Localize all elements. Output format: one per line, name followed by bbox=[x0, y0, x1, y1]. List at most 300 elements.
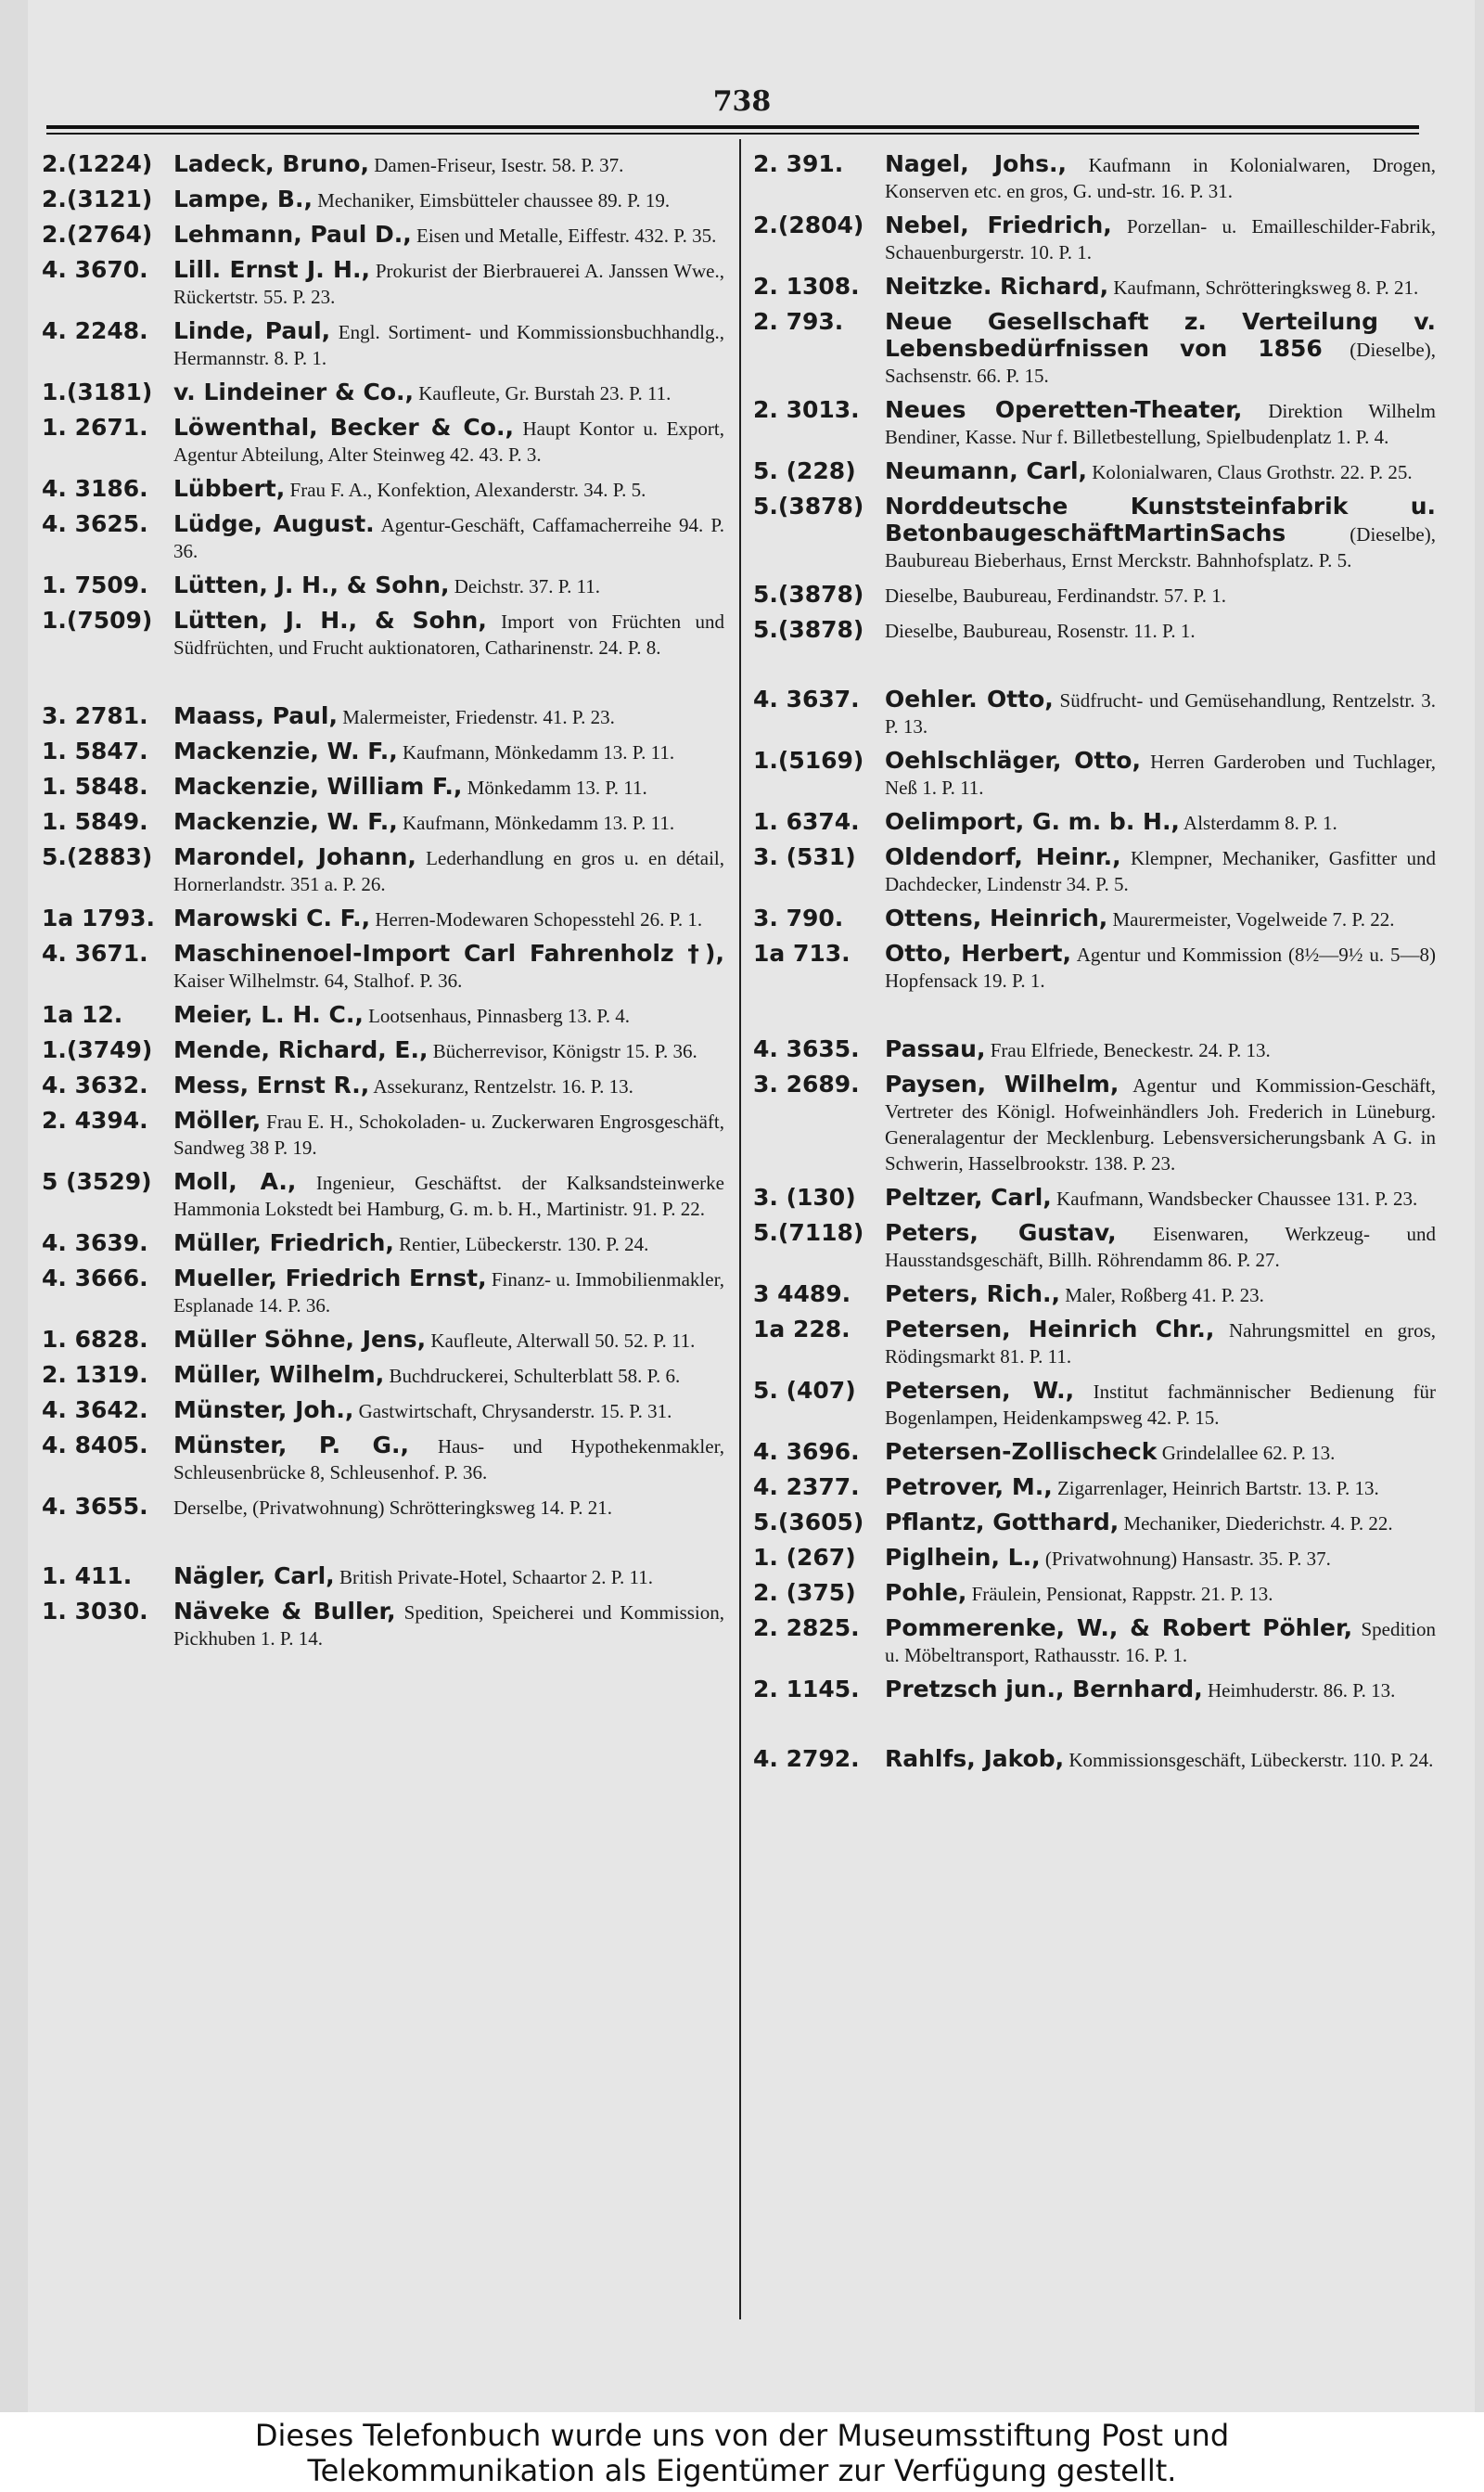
left-column bbox=[42, 151, 724, 1660]
subscriber-name: Münster, P. G., bbox=[173, 1432, 410, 1458]
phone-number: 1. 5849. bbox=[42, 808, 148, 835]
phone-number: 1. 6374. bbox=[753, 808, 860, 835]
directory-entry bbox=[753, 1746, 1436, 1773]
subscriber-name: Nägler, Carl, bbox=[173, 1562, 335, 1589]
subscriber-details: Finanz- u. Immobilienmakler, Esplanade 14. P. 36. bbox=[173, 1268, 724, 1317]
directory-entry bbox=[753, 1220, 1436, 1273]
subscriber-name: Mende, Richard, E., bbox=[173, 1036, 429, 1063]
entry-body bbox=[173, 1327, 724, 1354]
phone-number: 1.(3749) bbox=[42, 1036, 153, 1063]
directory-entry bbox=[42, 1037, 724, 1064]
directory-entry bbox=[753, 494, 1436, 573]
entry-body bbox=[885, 687, 1436, 739]
entry-body bbox=[173, 774, 724, 801]
footer-line-2: Telekommunikation als Eigentümer zur Verfügung gestellt. bbox=[307, 2453, 1177, 2488]
entry-body bbox=[173, 415, 724, 468]
directory-entry bbox=[42, 703, 724, 730]
subscriber-name: Lütten, J. H., & Sohn, bbox=[173, 607, 487, 634]
subscriber-details: Frau Elfriede, Beneckestr. 24. P. 13. bbox=[985, 1039, 1271, 1061]
subscriber-name: Piglhein, L., bbox=[885, 1544, 1041, 1571]
subscriber-details: Engl. Sortiment- und Kommissionsbuchhandlg., Hermannstr. 8. P. 1. bbox=[173, 321, 724, 369]
subscriber-details: Heimhuderstr. 86. P. 13. bbox=[1202, 1679, 1396, 1702]
entry-body bbox=[173, 151, 724, 178]
directory-entry bbox=[42, 608, 724, 661]
directory-entry bbox=[42, 1230, 724, 1257]
phone-number: 2.(2804) bbox=[753, 212, 864, 238]
subscriber-name: Paysen, Wilhelm, bbox=[885, 1071, 1119, 1098]
directory-entry bbox=[753, 844, 1436, 897]
phone-number: 1a 12. bbox=[42, 1001, 123, 1028]
directory-entry bbox=[42, 1265, 724, 1318]
entry-body bbox=[173, 1599, 724, 1651]
subscriber-details: Südfrucht- und Gemüsehandlung, Rentzelstr. 3. P. 13. bbox=[885, 689, 1436, 738]
subscriber-details: Malermeister, Friedenstr. 41. P. 23. bbox=[337, 706, 615, 728]
subscriber-details: Klempner, Mechaniker, Gasfitter und Dachdecker, Lindenstr 34. P. 5. bbox=[885, 847, 1436, 895]
subscriber-name: Müller, Wilhelm, bbox=[173, 1361, 385, 1388]
subscriber-name: Müller Söhne, Jens, bbox=[173, 1326, 427, 1353]
subscriber-details: Deichstr. 37. P. 11. bbox=[449, 575, 601, 597]
directory-entry bbox=[753, 617, 1436, 644]
directory-entry bbox=[42, 844, 724, 897]
subscriber-details: Maurermeister, Vogelweide 7. P. 22. bbox=[1107, 908, 1395, 931]
subscriber-details: Dieselbe, Baubureau, Rosenstr. 11. P. 1. bbox=[885, 620, 1196, 642]
subscriber-details: Maler, Roßberg 41. P. 23. bbox=[1060, 1284, 1264, 1306]
directory-entry bbox=[753, 941, 1436, 994]
directory-entry bbox=[42, 809, 724, 836]
phone-number: 1.(3181) bbox=[42, 379, 153, 405]
directory-entry bbox=[42, 1563, 724, 1590]
phone-number: 5.(7118) bbox=[753, 1219, 864, 1246]
entry-body bbox=[173, 318, 724, 371]
entry-body bbox=[173, 1230, 724, 1257]
subscriber-name: Peters, Rich., bbox=[885, 1280, 1061, 1307]
phone-number: 5.(3878) bbox=[753, 581, 864, 608]
subscriber-name: Neue Gesellschaft z. Verteilung v. Lebensbedürfnissen von 1856 bbox=[885, 308, 1436, 362]
phone-number: 1.(5169) bbox=[753, 747, 864, 774]
phone-number: 1. 411. bbox=[42, 1562, 133, 1589]
subscriber-details: Kaufleute, Gr. Burstah 23. P. 11. bbox=[413, 382, 672, 405]
entry-body bbox=[885, 941, 1436, 994]
entry-body bbox=[173, 379, 724, 406]
directory-entry bbox=[42, 511, 724, 564]
subscriber-details: Import von Früchten und Südfrüchten, und Frucht auktionatoren, Catharinenstr. 24. P. 8. bbox=[173, 610, 724, 659]
directory-entry bbox=[753, 1439, 1436, 1466]
directory-entry bbox=[42, 415, 724, 468]
entry-body bbox=[885, 1615, 1436, 1668]
directory-entry bbox=[753, 1036, 1436, 1063]
subscriber-name: Pflantz, Gotthard, bbox=[885, 1509, 1119, 1535]
directory-entry bbox=[753, 906, 1436, 932]
phone-number: 4. 2248. bbox=[42, 317, 148, 344]
subscriber-name: Münster, Joh., bbox=[173, 1396, 354, 1423]
subscriber-name: Möller, bbox=[173, 1107, 262, 1134]
phone-number: 2. 1145. bbox=[753, 1676, 860, 1702]
subscriber-name: Lübbert, bbox=[173, 475, 286, 502]
subscriber-name: Pommerenke, W., & Robert Pöhler, bbox=[885, 1614, 1353, 1641]
entry-body bbox=[885, 1746, 1436, 1773]
phone-number: 2.(1224) bbox=[42, 150, 153, 177]
subscriber-name: Lütten, J. H., & Sohn, bbox=[173, 572, 450, 598]
phone-number: 4. 3666. bbox=[42, 1265, 148, 1291]
entry-body bbox=[885, 397, 1436, 450]
subscriber-details: Kaufleute, Alterwall 50. 52. P. 11. bbox=[426, 1329, 696, 1352]
phone-number: 2. 793. bbox=[753, 308, 844, 335]
entry-body bbox=[885, 1676, 1436, 1703]
directory-entry bbox=[753, 1615, 1436, 1668]
directory-entry bbox=[753, 1378, 1436, 1431]
phone-number: 1a 1793. bbox=[42, 905, 156, 931]
subscriber-details: Kaufmann, Mönkedamm 13. P. 11. bbox=[397, 812, 675, 834]
entry-body bbox=[885, 1439, 1436, 1466]
directory-entry bbox=[753, 687, 1436, 739]
directory-entry bbox=[42, 1108, 724, 1161]
subscriber-name: Maass, Paul, bbox=[173, 702, 338, 729]
phone-number: 5.(2883) bbox=[42, 843, 153, 870]
entry-body bbox=[173, 572, 724, 599]
entry-body bbox=[173, 1265, 724, 1318]
subscriber-name: Peters, Gustav, bbox=[885, 1219, 1117, 1246]
phone-number: 4. 2377. bbox=[753, 1473, 860, 1500]
subscriber-name: Neues Operetten-Theater, bbox=[885, 396, 1243, 423]
directory-entry bbox=[753, 458, 1436, 485]
directory-entry bbox=[42, 1362, 724, 1389]
entry-body bbox=[173, 906, 724, 932]
entry-body bbox=[173, 1073, 724, 1099]
entry-body bbox=[885, 1580, 1436, 1607]
phone-number: 4. 3637. bbox=[753, 686, 860, 713]
subscriber-name: Oehlschläger, Otto, bbox=[885, 747, 1141, 774]
subscriber-name: Rahlfs, Jakob, bbox=[885, 1745, 1065, 1772]
subscriber-details: Frau F. A., Konfektion, Alexanderstr. 34. P. 5. bbox=[285, 479, 646, 501]
directory-entry bbox=[753, 274, 1436, 301]
subscriber-name: Mess, Ernst R., bbox=[173, 1072, 370, 1098]
entry-body bbox=[885, 212, 1436, 265]
subscriber-details: (Dieselbe), Baubureau Bieberhaus, Ernst Merckstr. Bahnhofsplatz. P. 5. bbox=[885, 523, 1436, 572]
phone-number: 4. 3671. bbox=[42, 940, 148, 967]
phone-number: 1a 713. bbox=[753, 940, 851, 967]
entry-body bbox=[885, 458, 1436, 485]
phone-number: 1. (267) bbox=[753, 1544, 856, 1571]
directory-entry bbox=[753, 809, 1436, 836]
phone-number: 2. 2825. bbox=[753, 1614, 860, 1641]
phone-number: 3. (130) bbox=[753, 1184, 856, 1211]
subscriber-name: Passau, bbox=[885, 1035, 986, 1062]
directory-entry bbox=[42, 318, 724, 371]
phone-number: 2. 1308. bbox=[753, 273, 860, 300]
subscriber-name: Petersen-Zollischeck bbox=[885, 1438, 1158, 1465]
subscriber-name: Petrover, M., bbox=[885, 1473, 1053, 1500]
directory-entry bbox=[42, 906, 724, 932]
entry-body bbox=[173, 844, 724, 897]
entry-body bbox=[173, 476, 724, 503]
directory-entry bbox=[42, 476, 724, 503]
subscriber-name: Moll, A., bbox=[173, 1168, 297, 1195]
subscriber-details: Dieselbe, Baubureau, Ferdinandstr. 57. P. 1. bbox=[885, 584, 1227, 607]
directory-entry bbox=[42, 379, 724, 406]
entry-body bbox=[885, 1072, 1436, 1176]
phone-number: 5. (407) bbox=[753, 1377, 856, 1404]
entry-body bbox=[885, 1036, 1436, 1063]
subscriber-details: Kaiser Wilhelmstr. 64, Stalhof. P. 36. bbox=[173, 970, 463, 992]
phone-number: 2. (375) bbox=[753, 1579, 856, 1606]
entry-body bbox=[173, 186, 724, 213]
subscriber-details: Kaufmann, Wandsbecker Chaussee 131. P. 23. bbox=[1051, 1188, 1418, 1210]
phone-number: 4. 3635. bbox=[753, 1035, 860, 1062]
subscriber-details: Kolonialwaren, Claus Grothstr. 22. P. 25. bbox=[1087, 461, 1413, 483]
subscriber-details: British Private-Hotel, Schaartor 2. P. 11. bbox=[334, 1566, 654, 1588]
entry-body bbox=[885, 151, 1436, 204]
subscriber-name: Mackenzie, W. F., bbox=[173, 738, 398, 764]
subscriber-name: Müller, Friedrich, bbox=[173, 1229, 394, 1256]
subscriber-details: Assekuranz, Rentzelstr. 16. P. 13. bbox=[369, 1075, 633, 1098]
entry-body bbox=[885, 1185, 1436, 1212]
phone-number: 4. 8405. bbox=[42, 1432, 148, 1458]
subscriber-name: Ladeck, Bruno, bbox=[173, 150, 369, 177]
subscriber-name: v. Lindeiner & Co., bbox=[173, 379, 414, 405]
subscriber-name: Petersen, W., bbox=[885, 1377, 1075, 1404]
subscriber-details: Frau E. H., Schokoladen- u. Zuckerwaren Engrosgeschäft, Sandweg 38 P. 19. bbox=[173, 1111, 724, 1159]
directory-entry bbox=[753, 582, 1436, 609]
entry-body bbox=[173, 511, 724, 564]
phone-number: 1. 7509. bbox=[42, 572, 148, 598]
entry-body bbox=[885, 1317, 1436, 1369]
page-number: 738 bbox=[712, 85, 772, 118]
phone-number: 5.(3878) bbox=[753, 616, 864, 643]
phone-number: 2. 4394. bbox=[42, 1107, 148, 1134]
directory-entry bbox=[42, 1073, 724, 1099]
subscriber-name: Nagel, Johs., bbox=[885, 150, 1067, 177]
entry-body bbox=[885, 1220, 1436, 1273]
subscriber-details: Gastwirtschaft, Chrysanderstr. 15. P. 31. bbox=[353, 1400, 672, 1422]
phone-number: 4. 3625. bbox=[42, 510, 148, 537]
subscriber-details: Porzellan- u. Emailleschilder-Fabrik, Schauenburgerstr. 10. P. 1. bbox=[885, 215, 1436, 263]
directory-entry bbox=[42, 941, 724, 994]
phone-number: 2.(2764) bbox=[42, 221, 153, 248]
subscriber-details: Nahrungsmittel en gros, Rödingsmarkt 81. P. 11. bbox=[885, 1319, 1436, 1368]
subscriber-details: Direktion Wilhelm Bendiner, Kasse. Nur f. Billetbestellung, Spielbudenplatz 1. P. 4. bbox=[885, 400, 1436, 448]
entry-body bbox=[173, 1002, 724, 1029]
directory-entry bbox=[42, 1169, 724, 1222]
phone-number: 4. 2792. bbox=[753, 1745, 860, 1772]
subscriber-name: Otto, Herbert, bbox=[885, 940, 1071, 967]
subscriber-name: Maschinenoel-Import Carl Fahrenholz †), bbox=[173, 940, 724, 967]
directory-entry bbox=[753, 397, 1436, 450]
subscriber-details: Mechaniker, Eimsbütteler chaussee 89. P. 19. bbox=[312, 189, 671, 212]
subscriber-details: Agentur und Kommission (8½—9½ u. 5—8) Hopfensack 19. P. 1. bbox=[885, 944, 1436, 992]
phone-number: 1. 2671. bbox=[42, 414, 148, 441]
subscriber-details: Lederhandlung en gros u. en détail, Hornerlandstr. 351 a. P. 26. bbox=[173, 847, 724, 895]
phone-number: 1a 228. bbox=[753, 1316, 851, 1342]
directory-entry bbox=[42, 572, 724, 599]
phone-number: 5 (3529) bbox=[42, 1168, 152, 1195]
subscriber-name: Neumann, Carl, bbox=[885, 457, 1088, 484]
directory-entry bbox=[753, 1545, 1436, 1572]
subscriber-details: Zigarrenlager, Heinrich Bartstr. 13. P. 13. bbox=[1052, 1477, 1379, 1499]
entry-body bbox=[885, 1509, 1436, 1536]
directory-entry bbox=[42, 1002, 724, 1029]
entry-body bbox=[885, 309, 1436, 389]
entry-body bbox=[173, 1397, 724, 1424]
directory-entry bbox=[42, 739, 724, 765]
phone-number: 1. 3030. bbox=[42, 1598, 148, 1625]
phone-number: 1.(7509) bbox=[42, 607, 153, 634]
subscriber-details: (Dieselbe), Sachsenstr. 66. P. 15. bbox=[885, 339, 1436, 387]
directory-entry bbox=[753, 1317, 1436, 1369]
entry-body bbox=[885, 274, 1436, 301]
phone-number: 3. 790. bbox=[753, 905, 844, 931]
subscriber-details: Lootsenhaus, Pinnasberg 13. P. 4. bbox=[363, 1005, 631, 1027]
entry-body bbox=[885, 906, 1436, 932]
subscriber-details: Agentur und Kommission-Geschäft, Vertreter des Königl. Hofweinhändlers Joh. Frederich in Lüneburg. Generalagentur der Mecklenburg. Lebensversicherungsbank A G. in Schwerin, Hasselbrookstr. 138. P. 23. bbox=[885, 1074, 1437, 1175]
subscriber-details: Rentier, Lübeckerstr. 130. P. 24. bbox=[393, 1233, 649, 1255]
phone-number: 1. 6828. bbox=[42, 1326, 148, 1353]
directory-entry bbox=[42, 774, 724, 801]
directory-entry bbox=[753, 212, 1436, 265]
subscriber-details: Mechaniker, Diederichstr. 4. P. 22. bbox=[1119, 1512, 1393, 1535]
subscriber-name: Linde, Paul, bbox=[173, 317, 331, 344]
subscriber-name: Marowski C. F., bbox=[173, 905, 371, 931]
subscriber-details: Eisen und Metalle, Eiffestr. 432. P. 35. bbox=[411, 225, 717, 247]
directory-entry bbox=[753, 748, 1436, 801]
subscriber-details: Spedition u. Möbeltransport, Rathausstr. 16. P. 1. bbox=[885, 1618, 1436, 1666]
phone-number: 4. 3186. bbox=[42, 475, 148, 502]
directory-entry bbox=[42, 1599, 724, 1651]
subscriber-details: Kommissionsgeschäft, Lübeckerstr. 110. P. 24. bbox=[1064, 1749, 1434, 1771]
subscriber-details: Institut fachmännischer Bedienung für Bogenlampen, Heidenkampsweg 42. P. 15. bbox=[885, 1381, 1436, 1429]
subscriber-details: Buchdruckerei, Schulterblatt 58. P. 6. bbox=[384, 1365, 681, 1387]
entry-body bbox=[173, 257, 724, 310]
phone-number: 4. 3642. bbox=[42, 1396, 148, 1423]
directory-entry bbox=[753, 1072, 1436, 1176]
subscriber-name: Oldendorf, Heinr., bbox=[885, 843, 1121, 870]
entry-body bbox=[173, 1494, 724, 1521]
footer-notice bbox=[0, 2412, 1484, 2492]
phone-number: 3. (531) bbox=[753, 843, 856, 870]
subscriber-details: Derselbe, (Privatwohnung) Schrötteringksweg 14. P. 21. bbox=[173, 1496, 613, 1519]
entry-body bbox=[173, 1169, 724, 1222]
entry-body bbox=[885, 844, 1436, 897]
phone-number: 3. 2781. bbox=[42, 702, 148, 729]
footer-line-1: Dieses Telefonbuch wurde uns von der Museumsstiftung Post und bbox=[254, 2418, 1230, 2453]
phone-number: 2. 1319. bbox=[42, 1361, 148, 1388]
directory-entry bbox=[753, 1185, 1436, 1212]
subscriber-name: Mueller, Friedrich Ernst, bbox=[173, 1265, 487, 1291]
subscriber-name: Peltzer, Carl, bbox=[885, 1184, 1052, 1211]
subscriber-name: Pohle, bbox=[885, 1579, 967, 1606]
entry-body bbox=[173, 703, 724, 730]
entry-body bbox=[885, 1545, 1436, 1572]
entry-body bbox=[885, 617, 1436, 644]
entry-body bbox=[885, 1474, 1436, 1501]
entry-body bbox=[173, 1108, 724, 1161]
right-column bbox=[753, 151, 1436, 1781]
subscriber-name: Lill. Ernst J. H., bbox=[173, 256, 370, 283]
header-rule-thin bbox=[46, 133, 1419, 135]
subscriber-details: Kaufmann, Mönkedamm 13. P. 11. bbox=[397, 741, 675, 764]
entry-body bbox=[173, 941, 724, 994]
subscriber-name: Meier, L. H. C., bbox=[173, 1001, 364, 1028]
subscriber-name: Näveke & Buller, bbox=[173, 1598, 396, 1625]
subscriber-details: Kaufmann, Schrötteringksweg 8. P. 21. bbox=[1108, 276, 1419, 299]
subscriber-details: Fräulein, Pensionat, Rappstr. 21. P. 13. bbox=[966, 1583, 1273, 1605]
subscriber-details: Prokurist der Bierbrauerei A. Janssen Wwe., Rückertstr. 55. P. 23. bbox=[173, 260, 724, 308]
phone-number: 4. 3696. bbox=[753, 1438, 860, 1465]
entry-body bbox=[173, 1432, 724, 1485]
subscriber-details: Spedition, Speicherei und Kommission, Pickhuben 1. P. 14. bbox=[173, 1601, 724, 1650]
entry-body bbox=[885, 582, 1436, 609]
entry-body bbox=[173, 1037, 724, 1064]
directory-entry bbox=[42, 1397, 724, 1424]
subscriber-name: Löwenthal, Becker & Co., bbox=[173, 414, 514, 441]
directory-entry bbox=[753, 309, 1436, 389]
phone-number: 2. 3013. bbox=[753, 396, 860, 423]
entry-body bbox=[173, 809, 724, 836]
entry-body bbox=[885, 1281, 1436, 1308]
directory-entry bbox=[753, 1474, 1436, 1501]
header-rule bbox=[46, 125, 1419, 129]
phone-number: 5.(3605) bbox=[753, 1509, 864, 1535]
subscriber-name: Ottens, Heinrich, bbox=[885, 905, 1108, 931]
phone-number: 1. 5847. bbox=[42, 738, 148, 764]
entry-body bbox=[173, 1563, 724, 1590]
entry-body bbox=[885, 809, 1436, 836]
phone-number: 3. 2689. bbox=[753, 1071, 860, 1098]
directory-entry bbox=[753, 1281, 1436, 1308]
subscriber-details: Grindelallee 62. P. 13. bbox=[1157, 1442, 1336, 1464]
subscriber-details: Alsterdamm 8. P. 1. bbox=[1179, 812, 1337, 834]
directory-entry bbox=[753, 151, 1436, 204]
subscriber-name: Lampe, B., bbox=[173, 186, 313, 212]
subscriber-name: Pretzsch jun., Bernhard, bbox=[885, 1676, 1203, 1702]
phone-number: 4. 3670. bbox=[42, 256, 148, 283]
directory-entry bbox=[42, 1432, 724, 1485]
subscriber-details: Eisenwaren, Werkzeug- und Hausstandsgeschäft, Billh. Röhrendamm 86. P. 27. bbox=[885, 1223, 1436, 1271]
directory-entry bbox=[753, 1509, 1436, 1536]
subscriber-name: Lehmann, Paul D., bbox=[173, 221, 412, 248]
entry-body bbox=[173, 608, 724, 661]
subscriber-name: Mackenzie, W. F., bbox=[173, 808, 398, 835]
phone-number: 5.(3878) bbox=[753, 493, 864, 520]
subscriber-details: Damen-Friseur, Isestr. 58. P. 37. bbox=[368, 154, 624, 176]
subscriber-name: Nebel, Friedrich, bbox=[885, 212, 1112, 238]
directory-entry bbox=[42, 1327, 724, 1354]
subscriber-name: Petersen, Heinrich Chr., bbox=[885, 1316, 1215, 1342]
directory-entry bbox=[753, 1580, 1436, 1607]
phone-number: 4. 3655. bbox=[42, 1493, 148, 1520]
subscriber-details: Herren Garderoben und Tuchlager, Neß 1. P. 11. bbox=[885, 751, 1437, 799]
phone-number: 1. 5848. bbox=[42, 773, 148, 800]
phone-number: 5. (228) bbox=[753, 457, 856, 484]
column-divider bbox=[739, 139, 741, 2319]
directory-entry bbox=[753, 1676, 1436, 1703]
entry-body bbox=[173, 739, 724, 765]
subscriber-name: Oehler. Otto, bbox=[885, 686, 1054, 713]
phone-number: 2. 391. bbox=[753, 150, 844, 177]
entry-body bbox=[885, 748, 1436, 801]
directory-entry bbox=[42, 151, 724, 178]
subscriber-details: Agentur-Geschäft, Caffamacherreihe 94. P. 36. bbox=[173, 514, 724, 562]
subscriber-details: Bücherrevisor, Königstr 15. P. 36. bbox=[428, 1040, 697, 1062]
entry-body bbox=[173, 1362, 724, 1389]
subscriber-details: Haus- und Hypothekenmakler, Schleusenbrücke 8, Schleusenhof. P. 36. bbox=[173, 1435, 724, 1484]
entry-body bbox=[173, 222, 724, 249]
subscriber-details: Haupt Kontor u. Export, Agentur Abteilung, Alter Steinweg 42. 43. P. 3. bbox=[173, 417, 724, 466]
subscriber-name: Norddeutsche Kunststeinfabrik u. BetonbaugeschäftMartinSachs bbox=[885, 493, 1436, 546]
entry-body bbox=[885, 1378, 1436, 1431]
subscriber-name: Oelimport, G. m. b. H., bbox=[885, 808, 1180, 835]
subscriber-details: Kaufmann in Kolonialwaren, Drogen, Konserven etc. en gros, G. und-str. 16. P. 31. bbox=[885, 154, 1436, 202]
phone-number: 2.(3121) bbox=[42, 186, 153, 212]
